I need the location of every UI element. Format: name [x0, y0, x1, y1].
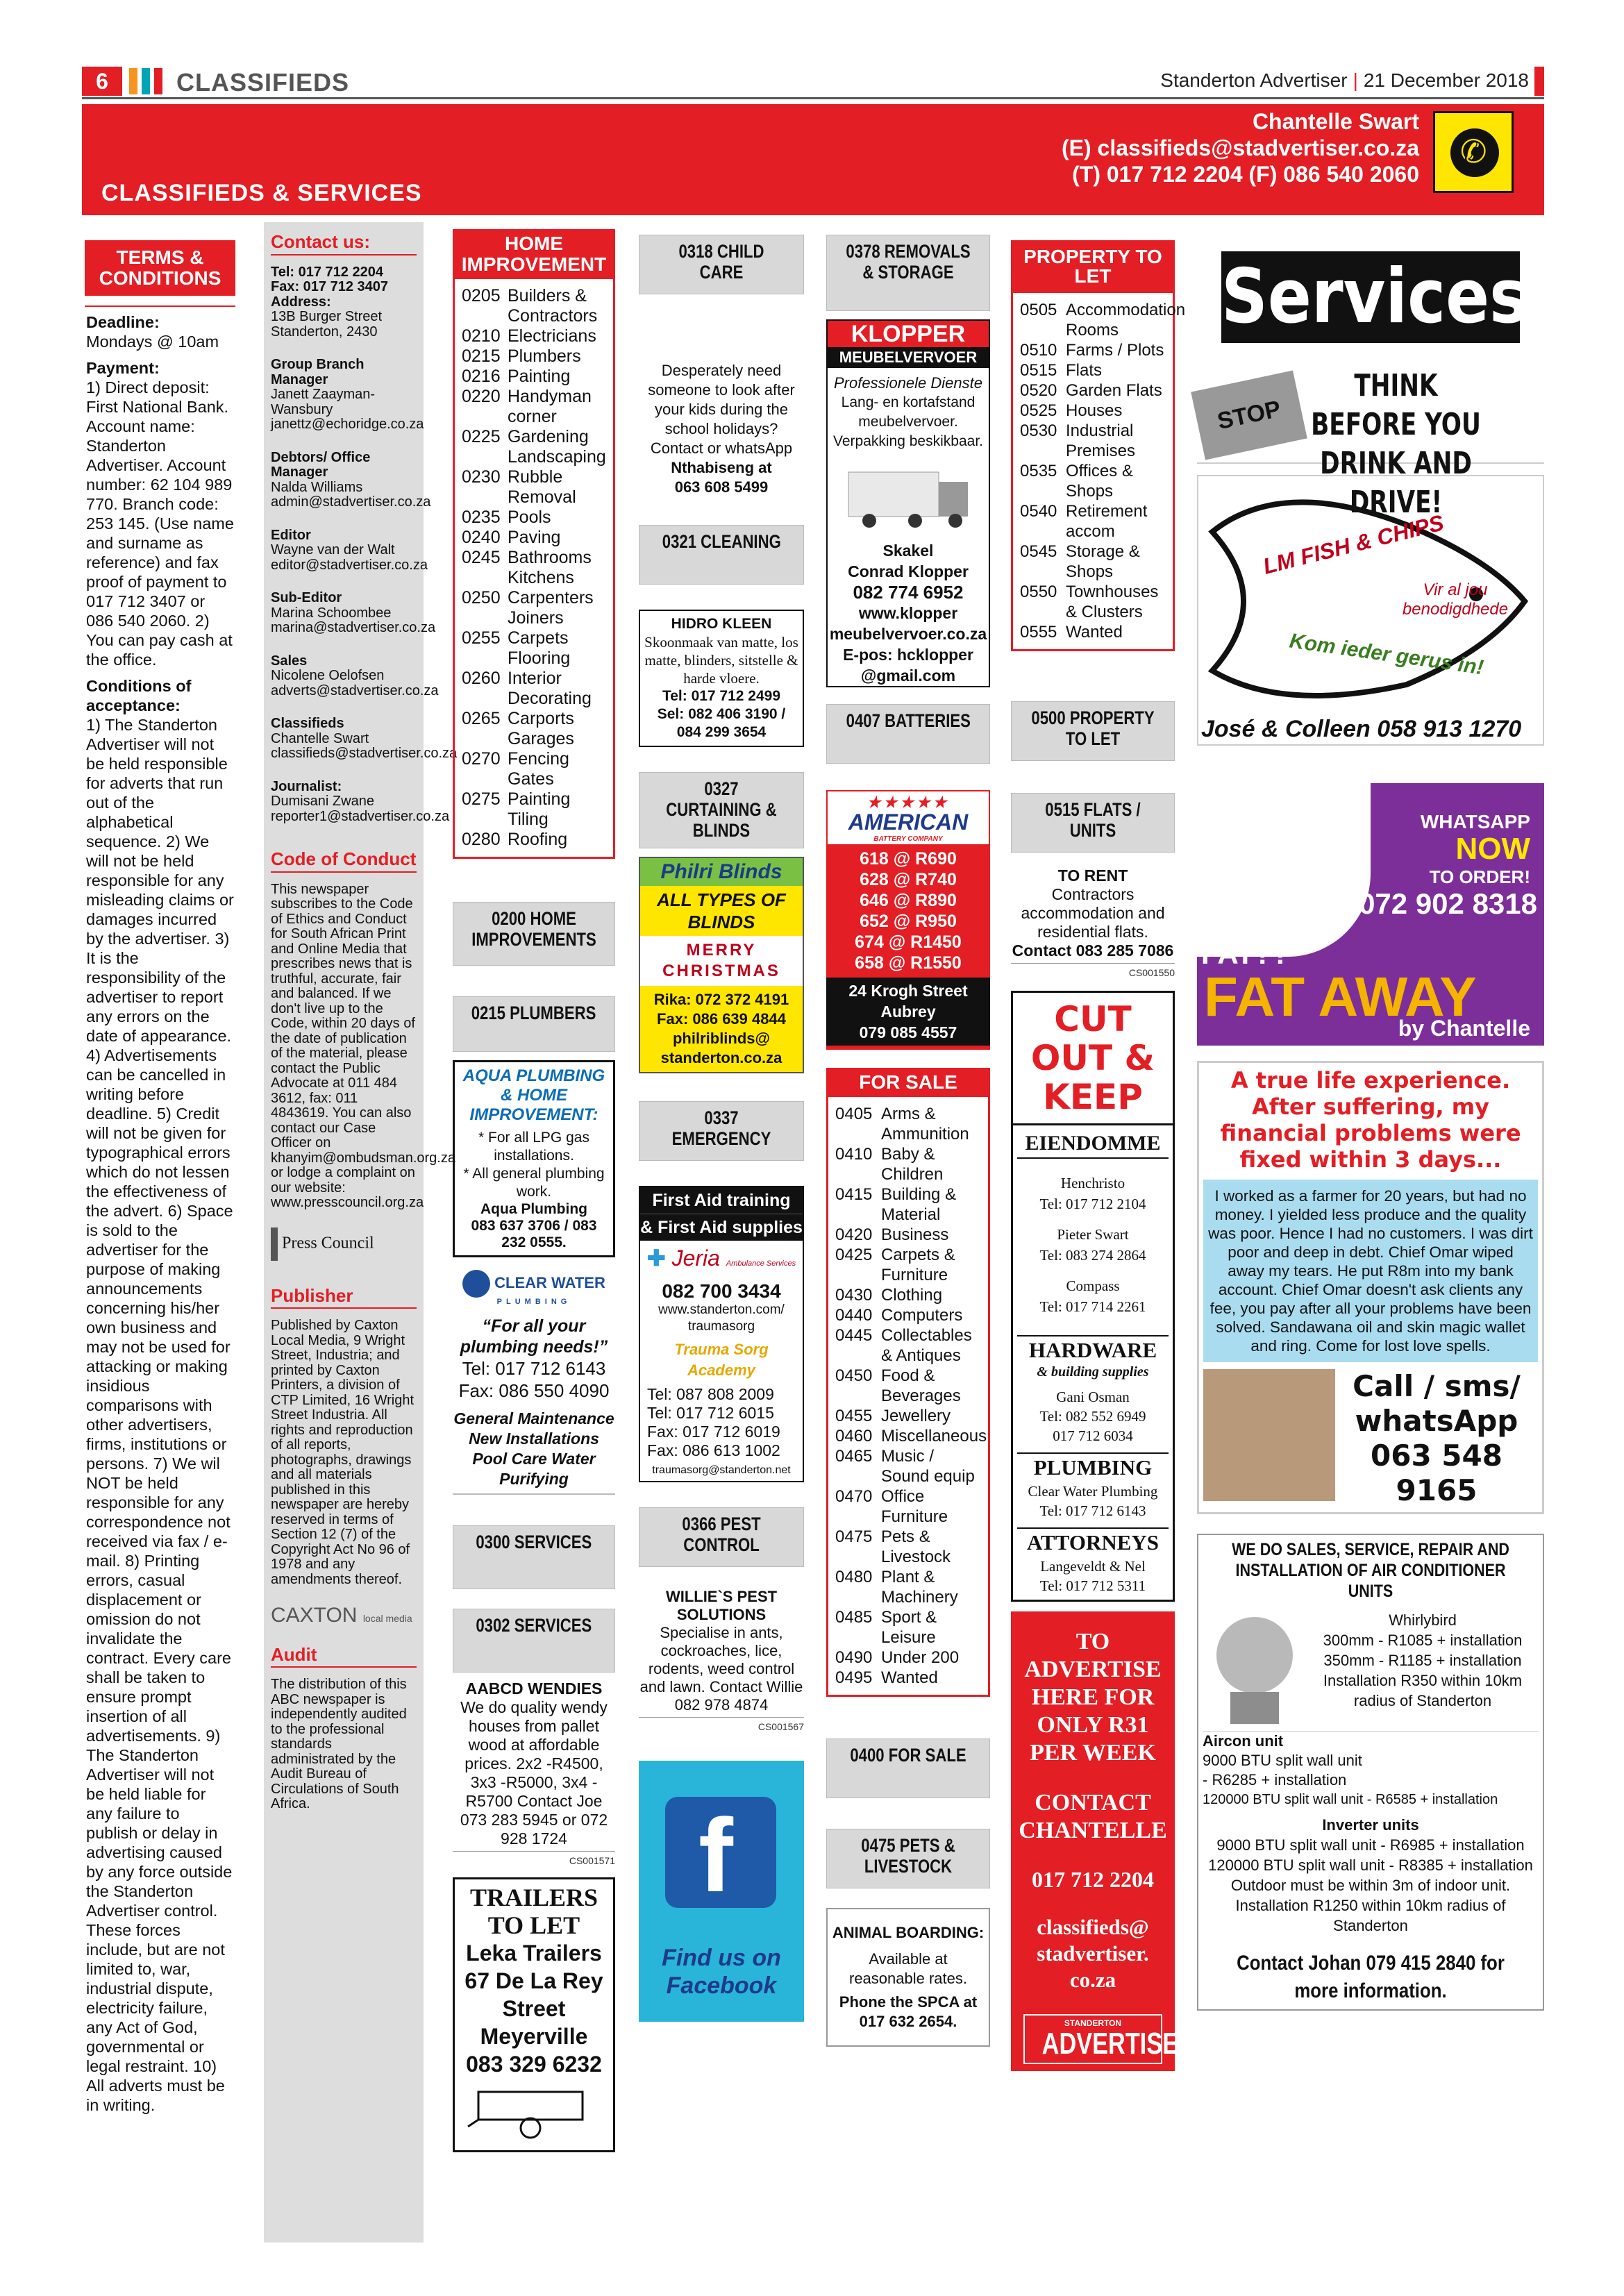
fat-order: TO ORDER!	[1429, 866, 1530, 887]
trailers-t5: Meyerville	[480, 2024, 588, 2049]
animal-body: Available at reasonable rates.	[849, 1950, 967, 1987]
category-item: 0235 Pools	[462, 508, 551, 527]
fat-away-title: FAT AWAY	[1204, 966, 1477, 1028]
category-item: 0465 Music / Sound equip	[835, 1447, 975, 1486]
color-square	[142, 68, 150, 94]
category-item: 0475 Pets & Livestock	[835, 1527, 951, 1566]
column-5	[826, 235, 990, 2047]
aabcd-title: AABCD WENDIES	[465, 1679, 603, 1698]
omar-heading: A true life experience. After suffering, my financial problems were fixed within 3 days...	[1220, 1067, 1521, 1173]
column-6	[1011, 240, 1196, 2071]
klopper-ad	[826, 319, 990, 687]
aircon-ad: WE DO SALES, SERVICE, REPAIR AND INSTALLATION OF AIR CONDITIONER UNITS Whirlybird 300mm - R1085 + installation 350mm - R1185 + installation Installation R350 within 10km radius of Standerton Aircon unit 9000 BTU split wall unit - R6285 + installation 120000 BTU split wall unit - R6585 + installation Inverter units 9000 BTU split wall unit - R6985 + installation 120000 BTU split wall unit - R8385 + installation Outdoor must be within 3m of indoor unit. Installation R1250 within 10km radius of Standerton Contact Johan 079 415 2840 for more information.	[1197, 1534, 1544, 2011]
fish-tag: Vir al jou benodigdhede	[1402, 580, 1509, 619]
staff-contact: Sales Nicolene Oelofsen adverts@stadvertiser.co.za	[271, 653, 439, 698]
philri-xmas: MERRY CHRISTMAS	[640, 936, 803, 986]
caxton-logo: CAXTON local media	[271, 1604, 412, 1627]
johan-contact: Contact Johan 079 415 2840 for more information.	[1237, 1952, 1505, 2002]
staff-contact: Sub-Editor Marina Schoombee marina@stadvertiser.co.za	[271, 590, 436, 635]
category-item: 0545 Storage & Shops	[1020, 542, 1140, 581]
category-item: 0410 Baby & Children	[835, 1145, 944, 1184]
aqua-line1: * For all LPG gas installations.	[478, 1130, 589, 1164]
hidro-body: Skoonmaak van matte, los matte, blinders, sitstelle & harde vloere.	[644, 634, 798, 687]
torent-contact: Contact 083 285 7086	[1012, 941, 1174, 960]
philri-contact: Rika: 072 372 4191 Fax: 086 639 4844 philriblinds@ standerton.co.za	[640, 986, 803, 1072]
category-item: 0250 Carpenters Joiners	[462, 588, 594, 628]
terms-body	[82, 307, 238, 2120]
cat-0378: 0378 REMOVALS & STORAGE	[826, 235, 990, 311]
category-item: 0270 Fencing Gates	[462, 749, 569, 789]
for-sale-heading: FOR SALE	[826, 1068, 990, 1097]
category-item: 0540 Retirement accom	[1020, 502, 1148, 541]
fish-contact: José & Colleen 058 913 1270	[1201, 716, 1522, 742]
firstaid-web: www.standerton.com/ traumasorg	[658, 1302, 785, 1334]
advertise-here-ad	[1011, 1611, 1196, 2071]
cat-0200: 0200 HOME IMPROVEMENTS	[453, 902, 615, 966]
category-item: 0445 Collectables & Antiques	[835, 1326, 972, 1365]
omar-body: I worked as a farmer for 20 years, but had no money. I yielded less produce and the quality was poor. Hence I had no customers. I was dirt poor and deep in debt. Chief Omar wiped away my tears. He put R8m into my bank account. Chief Omar doesn't ask clients any fee, you pay after all your problems have been solved. Sandawana oil and skin magic wallet and ring. Come for lost love spells.	[1203, 1180, 1538, 1362]
coc-text: This newspaper subscribes to the Code of Ethics and Conduct for South African Print and Online Media that prescribes news that is truthful, accurate, fair and balanced. If we don't live up to the Code, within 20 days of the date of publication of the material, please contact the Public Advocate at 011 484 3612, fax: 011 4843619. You can also contact our Case Officer on khanyim@ombudsman.org.za or lodge a complaint on our website: www.presscouncil.org.za	[271, 881, 455, 1210]
cat-0302: 0302 SERVICES	[453, 1609, 615, 1673]
address-label: Address:	[271, 294, 331, 310]
clearwater-ad	[453, 1266, 615, 1495]
payment-label: Payment:	[86, 359, 160, 377]
torent-cs: CS001550	[1011, 963, 1175, 982]
category-item: 0495 Wanted	[835, 1668, 938, 1687]
to-rent-ad	[1011, 866, 1175, 982]
category-item: 0430 Clothing	[835, 1286, 943, 1305]
battery-price: 628 @ R740	[860, 870, 957, 889]
toadv-l4: classifieds@ stadvertiser. co.za	[1037, 1915, 1149, 1992]
battery-price: 652 @ R950	[860, 912, 957, 931]
cat-0321: 0321 CLEANING	[639, 525, 804, 585]
category-item: 0210 Electricians	[462, 326, 596, 346]
category-item: 0415 Building & Material	[835, 1185, 957, 1224]
trailers-t6: 083 329 6232	[466, 2052, 602, 2077]
coc-heading: Code of Conduct	[271, 852, 417, 873]
cutout-title: CUT OUT & KEEP	[1013, 993, 1173, 1125]
audit-text: The distribution of this ABC newspaper is independently audited to the professional standards administrated by the Audit Bureau of Circulations of South Africa.	[271, 1677, 407, 1811]
klopper-body: Lang- en kortafstand meubelvervoer. Verpakking beskikbaar.	[833, 394, 983, 449]
category-item: 0550 Townhouses & Clusters	[1020, 583, 1159, 621]
childcare-ad	[639, 319, 804, 497]
category-item: 0420 Business	[835, 1225, 949, 1244]
aqua-line4: 083 637 3706 / 083 232 0555.	[471, 1218, 597, 1250]
column-services	[1197, 251, 1544, 2011]
terms-heading: TERMS & CONDITIONS	[85, 240, 235, 296]
column-3	[453, 229, 615, 2152]
phone-icon	[1433, 111, 1514, 193]
klopper-c1: Skakel	[882, 542, 934, 560]
conditions-label: Conditions of acceptance:	[86, 677, 192, 714]
category-item: 0405 Arms & Ammunition	[835, 1105, 969, 1143]
color-square	[154, 68, 162, 94]
whirlybird-icon	[1203, 1610, 1307, 1728]
truck-image	[839, 451, 978, 535]
aircon-heading: WE DO SALES, SERVICE, REPAIR AND INSTALLATION OF AIR CONDITIONER UNITS	[1232, 1540, 1509, 1601]
firstaid-phone: 082 700 3434	[662, 1280, 781, 1302]
cutout-attorneys: ATTORNEYS	[1017, 1527, 1169, 1557]
category-item: 0455 Jewellery	[835, 1407, 951, 1425]
first-aid-ad	[639, 1186, 804, 1482]
hidro-tel: Tel: 017 712 2499	[662, 688, 781, 704]
staff-contact: Journalist: Dumisani Zwane reporter1@stadvertiser.co.za	[271, 778, 450, 824]
home-improvement-list	[453, 279, 615, 859]
cat-0366: 0366 PEST CONTROL	[639, 1507, 804, 1567]
staff-contact: Classifieds Chantelle Swart classifieds@stadvertiser.co.za	[271, 716, 458, 761]
chief-omar-ad	[1197, 1061, 1544, 1514]
contact-email[interactable]: (E) classifieds@stadvertiser.co.za	[1062, 135, 1419, 160]
category-item: 0485 Sport & Leisure	[835, 1608, 937, 1647]
category-item: 0255 Carpets Flooring	[462, 628, 571, 668]
category-item: 0275 Painting Tiling	[462, 789, 571, 829]
banner-contact	[1062, 108, 1419, 187]
jeria-logo: ✚ Jeria Ambulance Services	[646, 1246, 796, 1271]
banner-title: CLASSIFIEDS & SERVICES	[101, 180, 422, 206]
fish-slogan: Kom ieder gerus in!	[1288, 629, 1485, 680]
clearwater-services: General Maintenance New Installations Pool Care Water Purifying	[453, 1409, 614, 1488]
aabcd-body: We do quality wendy houses from pallet wood at affordable prices. 2x2 -R4500, 3x3 -R5000, 3x4 -R5700 Contact Joe 073 283 5945 or 072 928 1724	[460, 1698, 608, 1847]
fat-now: NOW	[1455, 832, 1530, 866]
color-square	[129, 68, 137, 94]
category-item: 0450 Food & Beverages	[835, 1366, 961, 1405]
aabcd-cs: CS001571	[453, 1851, 615, 1870]
deadline-value: Mondays @ 10am	[86, 333, 219, 351]
philri-blinds-ad	[639, 857, 804, 1073]
trailers-t4: 67 De La Rey Street	[464, 1968, 603, 2021]
trailers-t1: TRAILERS	[469, 1884, 598, 1911]
clearwater-logo: CLEAR WATER PLUMBING	[453, 1270, 615, 1306]
firstaid-fax2: Fax: 086 613 1002	[647, 1441, 780, 1459]
toadv-l2: CONTACT CHANTELLE	[1019, 1790, 1167, 1843]
category-item: 0240 Paving	[462, 528, 561, 547]
cat-0400: 0400 FOR SALE	[826, 1738, 990, 1798]
american-addr: 24 Krogh Street Aubrey	[848, 982, 968, 1021]
category-item: 0555 Wanted	[1020, 623, 1123, 642]
klopper-c3: 082 774 6952	[853, 582, 964, 603]
staff-contact: Group Branch Manager Janett Zaayman-Wansbury janettz@echoridge.co.za	[271, 357, 424, 432]
publication-name: Standerton Advertiser	[1160, 69, 1348, 91]
battery-price: 658 @ R1550	[855, 953, 962, 973]
cat-0215: 0215 PLUMBERS	[453, 996, 615, 1052]
cat-0318: 0318 CHILD CARE	[639, 235, 804, 294]
publisher-heading: Publisher	[271, 1289, 417, 1309]
aqua-line2: * All general plumbing work.	[463, 1166, 605, 1200]
fat-byline: by Chantelle	[1398, 1016, 1530, 1041]
clearwater-tel: Tel: 017 712 6143	[462, 1358, 606, 1379]
toadv-l3: 017 712 2204	[1032, 1867, 1154, 1892]
trailers-t3: Leka Trailers	[466, 1941, 602, 1966]
category-item: 0480 Plant & Machinery	[835, 1568, 958, 1607]
cutout-eiendomme: EIENDOMME	[1017, 1130, 1169, 1159]
classifieds-banner	[82, 104, 1544, 215]
trailers-ad	[453, 1877, 615, 2152]
facebook-ad[interactable]	[639, 1761, 804, 2022]
staff-contact: Editor Wayne van der Walt editor@stadvertiser.co.za	[271, 527, 428, 573]
firstaid-tel2: Tel: 017 712 6015	[647, 1404, 774, 1422]
publication-date: 21 December 2018	[1363, 69, 1529, 91]
advertiser-logo: STANDERTON ADVERTISER	[1023, 2014, 1162, 2064]
fat-away-ad: WHATSAPP NOW TO ORDER! 072 902 8318 FED UP BEING FAT?? FAT AWAY by Chantelle	[1197, 783, 1544, 1046]
omar-photo	[1203, 1369, 1335, 1501]
home-improvement-heading: HOME IMPROVEMENT	[453, 229, 615, 279]
category-item: 0515 Flats	[1020, 361, 1103, 380]
address: 13B Burger Street Standerton, 2430	[271, 309, 383, 340]
lm-fish-chips-ad	[1197, 475, 1544, 746]
aqua-plumbing-ad	[453, 1060, 615, 1257]
aqua-line3: Aqua Plumbing	[480, 1201, 587, 1217]
cat-0500: 0500 PROPERTY TO LET	[1011, 701, 1175, 761]
contact-column	[264, 222, 458, 2243]
category-item: 0535 Offices & Shops	[1020, 462, 1133, 501]
cat-0407: 0407 BATTERIES	[826, 704, 990, 764]
header-cap	[1534, 67, 1544, 96]
header-rule	[82, 97, 1544, 99]
klopper-c2: Conrad Klopper	[848, 562, 969, 580]
category-item: 0225 Gardening Landscaping	[462, 427, 606, 467]
category-item: 0216 Painting	[462, 367, 571, 386]
section-title: CLASSIFIEDS	[176, 68, 350, 97]
contact-name: Chantelle Swart	[1252, 109, 1419, 134]
contact-phone: (T) 017 712 2204 (F) 086 540 2060	[1072, 162, 1419, 187]
press-council-logo: Press Council	[271, 1227, 417, 1261]
hidro-kleen-ad	[639, 610, 804, 747]
philri-name: Philri Blinds	[640, 858, 803, 886]
cutout-hardware: HARDWARE	[1017, 1335, 1169, 1364]
clearwater-tag: “For all your plumbing needs!”	[460, 1316, 608, 1357]
category-item: 0440 Computers	[835, 1306, 963, 1325]
deadline-label: Deadline:	[86, 313, 160, 331]
publication-info: Standerton Advertiser | 21 December 2018	[1160, 69, 1529, 91]
category-item: 0265 Carports Garages	[462, 709, 574, 748]
column-4	[639, 235, 804, 2022]
cat-0337: 0337 EMERGENCY	[639, 1101, 804, 1161]
page-number: 6	[82, 67, 122, 96]
battery-price: 618 @ R690	[860, 849, 957, 869]
childcare-name: Nthabiseng at	[671, 459, 772, 476]
klopper-name: KLOPPER	[828, 321, 989, 347]
fat-phone: 072 902 8318	[1359, 887, 1537, 920]
firstaid-fax: Fax: 017 712 6019	[647, 1423, 780, 1441]
category-item: 0280 Roofing	[462, 830, 568, 849]
page-header	[82, 67, 1544, 97]
klopper-tag: Professionele Dienste	[833, 374, 982, 392]
category-item: 0230 Rubble Removal	[462, 467, 576, 507]
american-battery-ad	[826, 790, 990, 1050]
willies-cs: CS001567	[639, 1717, 804, 1736]
category-item: 0245 Bathrooms Kitchens	[462, 548, 592, 587]
aabcd-ad	[453, 1679, 615, 1870]
firstaid-tel: Tel: 087 808 2009	[647, 1385, 774, 1403]
cat-0327: 0327 CURTAINING & BLINDS	[639, 772, 804, 848]
cat-0300: 0300 SERVICES	[453, 1525, 615, 1589]
stop-hand-icon: STOP	[1191, 370, 1307, 460]
category-item: 0510 Farms / Plots	[1020, 341, 1164, 360]
facebook-icon: f	[665, 1797, 776, 1908]
contact-heading: Contact us:	[271, 235, 417, 255]
klopper-c5: E-pos: hcklopper @gmail.com	[843, 646, 973, 685]
category-item: 0530 Industrial Premises	[1020, 421, 1136, 460]
animal-title: ANIMAL BOARDING:	[832, 1924, 985, 1941]
animal-boarding-ad	[826, 1908, 990, 2047]
clearwater-fax: Fax: 086 550 4090	[458, 1380, 610, 1401]
category-item: 0505 Accommodation Rooms	[1020, 301, 1186, 340]
torent-body: Contractors accommodation and residential flats.	[1021, 885, 1165, 941]
klopper-sub: MEUBELVERVOER	[828, 347, 989, 368]
tel: Tel: 017 712 2204	[271, 264, 383, 280]
conditions-text: 1) The Standerton Advertiser will not be held responsible for adverts that run out of the alphabetical sequence. 2) We will not be held responsible for any misleading claims or damages incurred by the advertiser. 3) It is the responsibility of the advertiser to report any errors on the date of appearance. 4) Advertisements can be cancelled in writing before deadline. 5) Credit will not be given for typographical errors which do not lessen the effectiveness of the advert. 6) Space is sold to the advertiser for the purpose of making announcements concerning his/her own business and may not be used for attacking or making insidious comparisons with other advertisers, firms, institutions or persons. 7) We wil NOT be held responsible for any correspondence not received via fax / e-mail. 8) Printing errors, casual displacement or omission do not invalidate the contract. Every care shall be taken to ensure prompt insertion of all advertisements. 9) The Standerton Advertiser will not be held liable for any failure to publish or delay in advertising caused by any force outside the Standerton Advertiser control. These forces include, but are not limited to, war, industrial dispute, electricity failure, any Act of God, governmental or legal restraint. 10) All adverts must be in writing.	[86, 716, 234, 2114]
category-item: 0220 Handyman corner	[462, 387, 592, 426]
category-item: 0525 Houses	[1020, 401, 1123, 420]
animal-phone: Phone the SPCA at 017 632 2654.	[839, 1993, 978, 2030]
firstaid-h1: First Aid training	[640, 1187, 803, 1214]
category-item: 0490 Under 200	[835, 1648, 960, 1667]
category-item: 0520 Garden Flats	[1020, 381, 1162, 400]
hidro-title: HIDRO KLEEN	[671, 616, 772, 632]
fat-whatsapp: WHATSAPP	[1420, 811, 1530, 832]
category-item: 0425 Carpets & Furniture	[835, 1246, 955, 1284]
cutout-plumbing: PLUMBING	[1017, 1452, 1169, 1482]
willies-body: Specialise in ants, cockroaches, lice, rodents, weed control and lawn. Contact Willie 082 978 4874	[639, 1624, 803, 1713]
torent-title: TO RENT	[1057, 866, 1128, 885]
cut-out-keep-box: CUT OUT & KEEP EIENDOMME Henchristo Tel: 017 712 2104 Pieter Swart Tel: 083 274 2864 Compass Tel: 017 714 2261 HARDWARE & building supplies Gani Osman Tel: 082 552 6949 017 712 6034 PLUMBING Clear Water Plumbing Tel: 017 712 6143 ATTORNEYS Langeveldt & Nel Tel: 017 712 5311	[1011, 991, 1175, 1602]
philri-sub: ALL TYPES OF BLINDS	[640, 886, 803, 936]
omar-contact: Call / sms/ whatsApp 063 548 9165	[1353, 1369, 1521, 1507]
aqua-name: AQUA PLUMBING & HOME IMPROVEMENT:	[462, 1066, 605, 1124]
payment-text: 1) Direct deposit: First National Bank. Account name: Standerton Advertiser. Account number: 62 104 989 770. Branch code: 253 145. (Use name and surname as reference) and fax proof of payment to 017 712 3407 or 086 540 2060. 2) You can pay cash at the office.	[86, 378, 234, 669]
firstaid-email: traumasorg@standerton.net	[652, 1464, 791, 1476]
cat-0475: 0475 PETS & LIVESTOCK	[826, 1829, 990, 1888]
willies-ad	[639, 1588, 804, 1736]
battery-price: 646 @ R890	[860, 891, 957, 910]
trauma-sorg-logo: Trauma Sorg Academy	[674, 1341, 769, 1379]
for-sale-list	[826, 1097, 990, 1697]
property-heading: PROPERTY TO LET	[1011, 240, 1175, 293]
services-title: Services	[1221, 251, 1520, 343]
property-list	[1011, 293, 1186, 651]
terms-column	[82, 236, 238, 2243]
battery-price: 674 @ R1450	[855, 932, 962, 952]
drink-drive-ad: STOP THINK BEFORE YOU DRINK AND DRIVE!	[1197, 360, 1544, 464]
staff-contact: Debtors/ Office Manager Nalda Williams admin@stadvertiser.co.za	[271, 449, 431, 510]
hidro-sel: Sel: 082 406 3190 / 084 299 3654	[657, 706, 786, 740]
category-item: 0205 Builders & Contractors	[462, 286, 598, 326]
fish-name: LM FISH & CHIPS	[1260, 510, 1446, 579]
category-item: 0470 Office Furniture	[835, 1487, 948, 1526]
willies-title: WILLIE`S PEST SOLUTIONS	[665, 1588, 778, 1623]
facebook-line2: Facebook	[666, 1972, 777, 1999]
firstaid-h2: & First Aid supplies	[640, 1214, 803, 1241]
publisher-text: Published by Caxton Local Media, 9 Wright Street, Industria; and printed by Caxton Printers, a division of CTP Limited, 16 Wright Street Industria. All rights and reproduction of all reports, photographs, drawings and all materials published in this newspaper are hereby reserved in terms of Section 12 (7) of the Copyright Act No 96 of 1978 and any amendments thereof.	[271, 1318, 415, 1587]
cat-0515: 0515 FLATS / UNITS	[1011, 793, 1175, 853]
category-item: 0260 Interior Decorating	[462, 669, 592, 708]
category-item: 0460 Miscellaneous	[835, 1427, 987, 1446]
childcare-phone: 063 608 5499	[674, 478, 769, 496]
klopper-c4: www.klopper meubelvervoer.co.za	[829, 604, 987, 643]
facebook-line1: Find us on	[662, 1945, 781, 1971]
childcare-body: Desperately need someone to look after your kids during the school holidays? Contact or whatsApp	[648, 362, 795, 457]
american-logo: ★★★★★ AMERICAN BATTERY COMPANY	[826, 790, 990, 846]
american-phone: 079 085 4557	[859, 1023, 957, 1041]
fax: Fax: 017 712 3407	[271, 279, 389, 294]
trailer-icon	[464, 2085, 603, 2140]
category-item: 0215 Plumbers	[462, 346, 581, 366]
audit-heading: Audit	[271, 1648, 417, 1668]
toadv-l1: TO ADVERTISE HERE FOR ONLY R31 PER WEEK	[1024, 1629, 1162, 1766]
trailers-t2: TO LET	[487, 1911, 580, 1939]
